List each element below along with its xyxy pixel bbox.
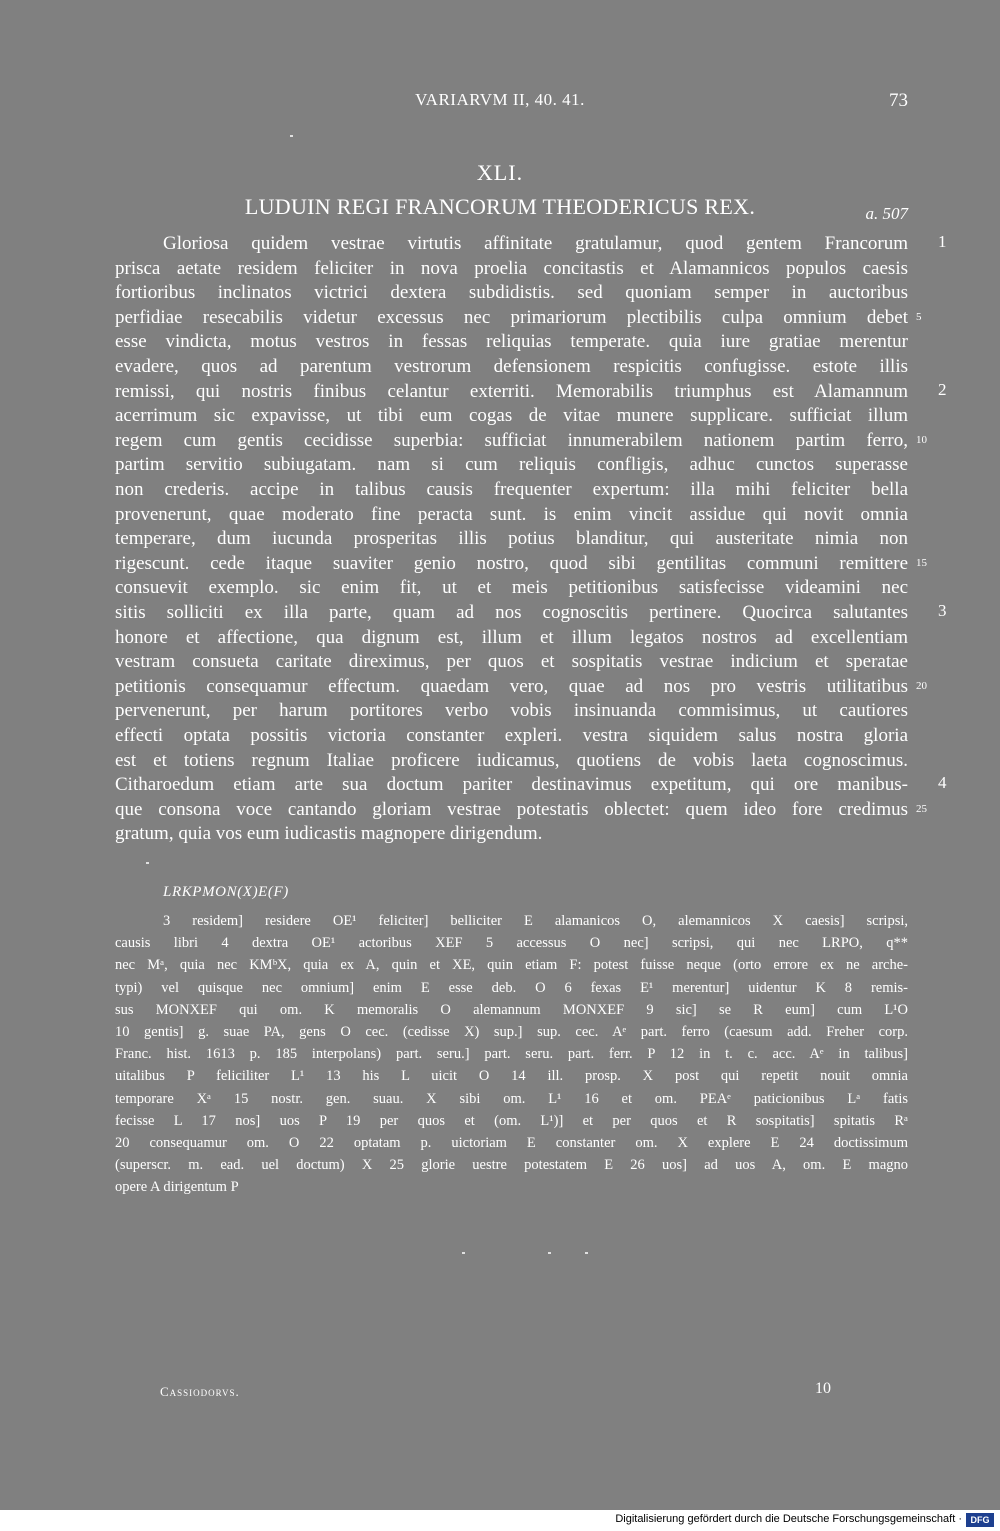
text-line: gratum, quia vos eum iudicastis magnopere dirigendum.: [115, 823, 543, 845]
text-line: sitis solliciti ex illa parte, quam ad nos cognoscitis pertinere. Quocirca salutantes: [115, 602, 908, 623]
text-line: consuevit exemplo. sic enim fit, ut et meis petitionibus satisfecisse videamini nec: [115, 577, 908, 599]
page-number: 73: [889, 90, 908, 111]
apparatus-line: nec Mᵃ, quia nec KMᵇX, quia ex A, quin et XE, quin etiam F: potest fuisse neque (orto errore ex ne arche-: [115, 957, 908, 974]
text-line: evadere, quos ad parentum vestrorum defensionem respicitis confugisse. estote illis: [115, 356, 908, 377]
section-number: 4: [938, 773, 947, 793]
text-line: prisca aetate residem feliciter in nova proelia concitastis et Alamannicos populos caesis: [115, 257, 908, 279]
digitization-note: Digitalisierung gefördert durch die Deutsche Forschungsgemeinschaft ·: [615, 1513, 962, 1525]
apparatus-line: 20 consequamur om. O 22 optatam p. uictoriam E constanter om. X explere E 24 doctissimum: [115, 1135, 908, 1151]
letter-number: XLI.: [476, 160, 524, 185]
text-line: Gloriosa quidem vestrae virtutis affinitate gratulamur, quod gentem Francorum: [163, 233, 908, 254]
text-line: partim servitio subiugatam. nam si cum reliquis confligis, adhuc cunctos superasse: [115, 454, 908, 476]
running-head: [0, 90, 1000, 114]
signature-number: 10: [815, 1380, 831, 1397]
text-line: petitionis consequamur effectum. quaedam vero, quae ad nos pro vestris utilitatibus: [115, 675, 908, 697]
manuscript-sigla: LRKPMON(X)E(F): [163, 884, 289, 900]
apparatus-line: typi) vel quisque nec omnium] enim E esse deb. O 6 fexas E¹ merentur] uidentur K 8 remis-: [115, 979, 908, 996]
digitization-bar: [0, 1510, 1000, 1531]
letter-date: a. 507: [865, 204, 908, 223]
apparatus-line: Franc. hist. 1613 p. 185 interpolans) part. seru.] part. seru. part. ferr. P 12 in t. c. acc. Aᵉ in talibus]: [115, 1046, 908, 1063]
letter-title: LUDUIN REGI FRANCORUM THEODERICUS REX.: [244, 194, 756, 219]
apparatus-line: temporare Xᵃ 15 nostr. gen. suau. X sibi om. L¹ 16 et om. PEAᵉ paticionibus Lᵃ fatis: [115, 1090, 908, 1107]
apparatus-line: uitalibus P feliciliter L¹ 13 his L uicit O 14 ill. prosp. X post qui repetit nouit omnia: [115, 1068, 908, 1085]
scan-speck: [146, 862, 149, 864]
line-number: 20: [916, 679, 927, 692]
text-line: remissi, qui nostris finibus celantur exterriti. Memorabilis triumphus est Alamannum: [115, 380, 908, 402]
footer-author: Cassiodorvs.: [160, 1384, 240, 1399]
section-number: 1: [938, 232, 947, 251]
text-line: Citharoedum etiam arte sua doctum pariter destinavimus expetitum, qui ore manibus-: [115, 774, 908, 796]
text-line: non crederis. accipe in talibus causis frequenter expertum: illa mihi feliciter bella: [115, 479, 908, 500]
apparatus-line: causis libri 4 dextra OE¹ actoribus XEF 5 accessus O nec] scripsi, qui nec LRPO, q**: [115, 935, 908, 952]
scan-speck: [548, 1252, 551, 1254]
text-line: esse vindicta, motus vestros in fessas reliquias temperate. quia iure gratiae merentur: [115, 331, 908, 353]
text-line: pervenerunt, per harum portitores verbo vobis insinuanda commisimus, ut cautiores: [115, 700, 908, 722]
line-number: 15: [916, 556, 927, 569]
apparatus-line: 3 residem] residere OE¹ feliciter] belliciter E alamanicos O, alemannicos X caesis] scripsi,: [163, 913, 908, 929]
text-line: acerrimum sic expavisse, ut tibi eum cogas de vitae munere supplicare. sufficiat illum: [115, 405, 908, 427]
dfg-logo: DFG: [966, 1513, 994, 1527]
text-line: est et totiens regnum Italiae proficere iudicamus, quotiens de vobis laeta cognoscimus.: [115, 749, 908, 771]
apparatus-line: (superscr. m. ead. uel doctum) X 25 glorie uestre potestatem E 26 uos] ad uos A, om. E magno: [115, 1157, 908, 1174]
apparatus-line: opere A dirigentum P: [115, 1179, 239, 1196]
text-line: que consona voce cantando gloriam vestrae potestatis oblectet: quem ideo fore credimus: [115, 798, 908, 820]
scan-speck: [585, 1252, 588, 1254]
text-line: fortioribus inclinatos victrici dextera subdidistis. sed quoniam semper in auctoribus: [115, 282, 908, 304]
scan-speck: [462, 1252, 465, 1254]
scan-speck: [290, 135, 293, 137]
line-number: 10: [916, 433, 927, 446]
running-title: VARIARVM II, 40. 41.: [415, 90, 585, 109]
apparatus-line: sus MONXEF qui om. K memoralis O alemannum MONXEF 9 sic] se R eum] cum L¹O: [115, 1001, 908, 1018]
text-line: effecti optata possitis victoria constanter expleri. vestra siquidem salus nostra gloria: [115, 725, 908, 746]
text-line: temperare, dum iucunda prosperitas illis potius blanditur, qui austeritate nimia non: [115, 528, 908, 550]
apparatus-line: 10 gentis] g. suae PA, gens O cec. (cedisse X) sup.] sup. cec. Aᵉ part. ferro (caesum add. Freher corp.: [115, 1024, 908, 1040]
section-number: 2: [938, 379, 947, 399]
apparatus-line: fecisse L 17 nos] uos P 19 per quos et (om. L¹)] et per quos et R sospitatis] spitatis Rᵃ: [115, 1112, 908, 1129]
text-line: provenerunt, quae moderato fine peracta sunt. is enim vincit assidue qui novit omnia: [115, 503, 908, 525]
text-line: honore et affectione, qua dignum est, illum et illum legatos nostros ad excellentiam: [115, 626, 908, 648]
section-number: 3: [938, 601, 947, 620]
line-number: 5: [916, 310, 922, 323]
text-line: vestram consueta caritate direximus, per quos et sospitatis vestrae indicium et speratae: [115, 651, 908, 673]
line-number: 25: [916, 802, 927, 815]
text-line: rigescunt. cede itaque suaviter genio nostro, quod sibi gentilitas communi remittere: [115, 552, 908, 574]
text-line: perfidiae resecabilis videtur excessus nec primariorum plectibilis culpa omnium debet: [115, 306, 908, 328]
text-line: regem cum gentis cecidisse superbia: sufficiat innumerabilem nationem partim ferro,: [115, 429, 908, 451]
